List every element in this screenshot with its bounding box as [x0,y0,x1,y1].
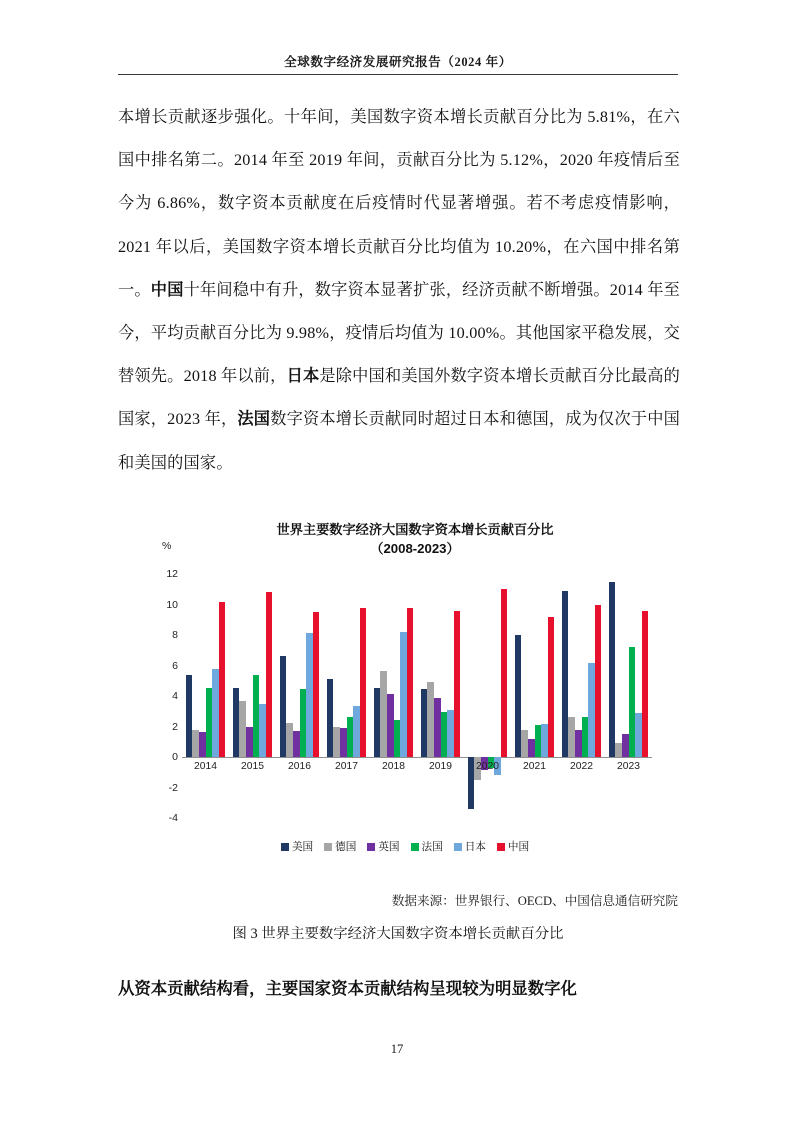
y-axis-tick: 6 [172,659,178,672]
bar-美国-2015 [233,688,240,757]
bar-slot [394,574,401,818]
bar-英国-2018 [387,694,394,757]
bar-美国-2023 [609,582,616,757]
bar-美国-2014 [186,675,193,757]
bar-slot [622,574,629,818]
bar-cluster [464,574,511,818]
bar-中国-2014 [219,602,226,757]
bar-slot [441,574,448,818]
legend-swatch-icon [281,843,289,851]
bar-美国-2018 [374,688,381,757]
bar-slot [468,574,475,818]
bar-日本-2023 [635,713,642,757]
bar-slot [340,574,347,818]
bar-slot [353,574,360,818]
bar-slot [609,574,616,818]
bar-slot [421,574,428,818]
x-axis-tick-2019: 2019 [429,761,452,772]
bar-cluster [182,574,229,818]
bar-法国-2015 [253,675,260,757]
chart-group-2020 [464,574,511,818]
x-axis-tick-2020: 2020 [476,761,499,772]
body-paragraph: 本增长贡献逐步强化。十年间，美国数字资本增长贡献百分比为 5.81%，在六国中排名第二。2014 年至 2019 年间，贡献百分比为 5.12%，2020 年疫情后至今为 6.86%，数字资本贡献度在后疫情时代显著增强。若不考虑疫情影响，2021 年以后，美国数字资本增长贡献百分比均值为 10.20%，在六国中排名第一。中国十年间稳中有升，数字资本显著扩张，经济贡献不断增强。2014 年至今，平均贡献百分比为 9.98%，疫情后均值为 10.00%。其他国家平稳发展，交替领先。2018 年以前，日本是除中国和美国外数字资本增长贡献百分比最高的国家，2023 年，法国数字资本增长贡献同时超过日本和德国，成为仅次于中国和美国的国家。 [118,108,681,472]
chart-group-2018 [370,574,417,818]
bar-slot [199,574,206,818]
bar-slot [528,574,535,818]
bar-slot [568,574,575,818]
chart-title-main: 世界主要数字经济大国数字资本增长贡献百分比 [276,522,554,537]
bar-slot [266,574,273,818]
bar-slot [306,574,313,818]
x-axis-tick-2015: 2015 [241,761,264,772]
bar-slot [374,574,381,818]
bar-日本-2021 [541,724,548,757]
bar-slot [629,574,636,818]
bar-cluster [276,574,323,818]
bar-slot [280,574,287,818]
bar-slot [588,574,595,818]
legend-label: 日本 [464,841,486,853]
bar-cluster [605,574,652,818]
bar-slot [474,574,481,818]
bar-美国-2019 [421,689,428,757]
bar-slot [407,574,414,818]
bar-slot [454,574,461,818]
bar-slot [253,574,260,818]
bar-slot [535,574,542,818]
bar-slot [521,574,528,818]
x-axis-tick-2016: 2016 [288,761,311,772]
y-axis-tick: -4 [168,812,178,824]
bar-slot [313,574,320,818]
bar-中国-2022 [595,605,602,758]
y-axis-tick-labels [152,568,178,824]
legend-label: 德国 [335,841,357,853]
y-axis-tick: 4 [172,690,178,702]
x-axis-tick-2022: 2022 [570,761,593,772]
bar-德国-2021 [521,730,528,757]
chart-group-2016 [276,574,323,818]
bar-法国-2014 [206,688,213,757]
bar-美国-2021 [515,635,522,757]
bar-cluster [417,574,464,818]
chart-plot-area [166,568,652,824]
legend-label: 美国 [291,841,314,853]
bar-slot [246,574,253,818]
bar-slot [494,574,501,818]
chart-title [180,520,650,558]
bar-slot [427,574,434,818]
bar-德国-2017 [333,727,340,757]
bar-slot [300,574,307,818]
legend-swatch-icon [454,843,462,851]
bar-slot [186,574,193,818]
legend-label: 中国 [507,841,530,853]
bar-slot [447,574,454,818]
bar-slot [481,574,488,818]
bar-德国-2016 [286,723,293,757]
bar-美国-2017 [327,679,334,757]
legend-swatch-icon [324,843,332,851]
bar-中国-2021 [548,617,555,757]
legend-label: 法国 [421,841,443,853]
bar-日本-2022 [588,663,595,757]
bar-英国-2014 [199,732,206,757]
y-axis-tick: 8 [172,629,178,641]
bar-美国-2016 [280,656,287,757]
bar-slot [206,574,213,818]
section-heading: 从资本贡献结构看，主要国家资本贡献结构呈现较为明显数字化 [118,980,577,998]
chart-title-subtitle: （2008-2023） [370,541,460,556]
bar-英国-2023 [622,734,629,757]
bar-cluster [511,574,558,818]
running-header [118,52,678,70]
bar-slot [642,574,649,818]
bar-法国-2022 [582,717,589,757]
bar-slot [219,574,226,818]
bar-中国-2016 [313,612,320,757]
bar-日本-2019 [447,710,454,757]
bar-slot [286,574,293,818]
bar-英国-2015 [246,727,253,758]
bar-德国-2022 [568,717,575,757]
running-header-title: 全球数字经济发展研究报告（2024 年） [284,55,512,69]
chart-group-2015 [229,574,276,818]
bar-日本-2018 [400,632,407,757]
bar-日本-2016 [306,633,313,757]
bar-英国-2016 [293,731,300,757]
figure-caption: 图 3 世界主要数字经济大国数字资本增长贡献百分比 [232,926,564,942]
bar-slot [380,574,387,818]
legend-item-英国[interactable] [367,839,399,854]
bar-slot [293,574,300,818]
bar-slot [515,574,522,818]
bar-德国-2015 [239,701,246,757]
bar-英国-2021 [528,739,535,757]
bar-cluster [370,574,417,818]
chart-group-2019 [417,574,464,818]
legend-item-美国[interactable] [281,839,313,854]
chart-group-2021 [511,574,558,818]
legend-swatch-icon [497,843,505,851]
y-axis-unit-label: % [162,540,172,552]
bar-slot [548,574,555,818]
bar-slot [387,574,394,818]
bar-cluster [323,574,370,818]
legend-item-德国[interactable] [324,839,356,854]
legend-item-法国[interactable] [411,839,443,854]
bar-德国-2014 [192,730,199,757]
chart-legend [140,839,670,854]
data-source-note: 数据来源：世界银行、OECD、中国信息通信研究院 [391,894,678,908]
chart-bar-groups [182,574,652,818]
bar-slot [347,574,354,818]
page-number: 17 [390,1042,404,1056]
bar-法国-2021 [535,725,542,757]
y-axis-tick: -2 [168,781,178,794]
legend-item-中国[interactable] [497,839,529,854]
bar-中国-2017 [360,608,367,757]
bar-日本-2017 [353,706,360,757]
bar-slot [501,574,508,818]
bar-cluster [229,574,276,818]
bar-法国-2016 [300,689,307,757]
y-axis-tick: 2 [172,720,178,733]
bar-slot [239,574,246,818]
bar-英国-2022 [575,730,582,757]
bar-slot [233,574,240,818]
bar-slot [327,574,334,818]
bar-英国-2019 [434,698,441,757]
bar-slot [575,574,582,818]
bar-slot [488,574,495,818]
bar-德国-2023 [615,743,622,757]
bar-法国-2019 [441,712,448,757]
bar-slot [562,574,569,818]
y-axis-tick: 12 [166,568,178,580]
bar-美国-2022 [562,591,569,757]
legend-swatch-icon [411,843,419,851]
chart-group-2022 [558,574,605,818]
bar-德国-2019 [427,682,434,757]
bar-法国-2017 [347,717,354,757]
bar-德国-2018 [380,671,387,757]
bar-日本-2014 [212,669,219,757]
bar-日本-2015 [259,704,266,757]
x-axis-tick-2018: 2018 [382,761,405,772]
bar-slot [635,574,642,818]
bar-slot [333,574,340,818]
x-axis-tick-2017: 2017 [335,761,358,772]
chart-group-2017 [323,574,370,818]
header-divider [118,74,678,75]
bar-中国-2015 [266,592,273,757]
bar-中国-2023 [642,611,649,757]
y-axis-tick: 0 [172,751,178,763]
bar-slot [595,574,602,818]
y-axis-tick: 10 [166,598,178,611]
legend-item-日本[interactable] [454,839,486,854]
bar-slot [360,574,367,818]
x-axis-tick-2023: 2023 [617,761,640,772]
x-axis-tick-2021: 2021 [523,761,546,772]
chart-group-2023 [605,574,652,818]
bar-slot [400,574,407,818]
bar-法国-2023 [629,647,636,757]
bar-slot [212,574,219,818]
bar-slot [615,574,622,818]
bar-slot [541,574,548,818]
bar-中国-2018 [407,608,414,757]
bar-slot [434,574,441,818]
bar-中国-2019 [454,611,461,757]
legend-swatch-icon [367,843,375,851]
figure-chart [140,512,670,887]
bar-中国-2020 [501,589,508,757]
bar-slot [259,574,266,818]
bar-法国-2018 [394,720,401,757]
bar-英国-2017 [340,728,347,757]
bar-slot [582,574,589,818]
legend-label: 英国 [378,841,400,853]
x-axis-tick-2014: 2014 [194,761,217,772]
bar-slot [192,574,199,818]
chart-group-2014 [182,574,229,818]
bar-cluster [558,574,605,818]
